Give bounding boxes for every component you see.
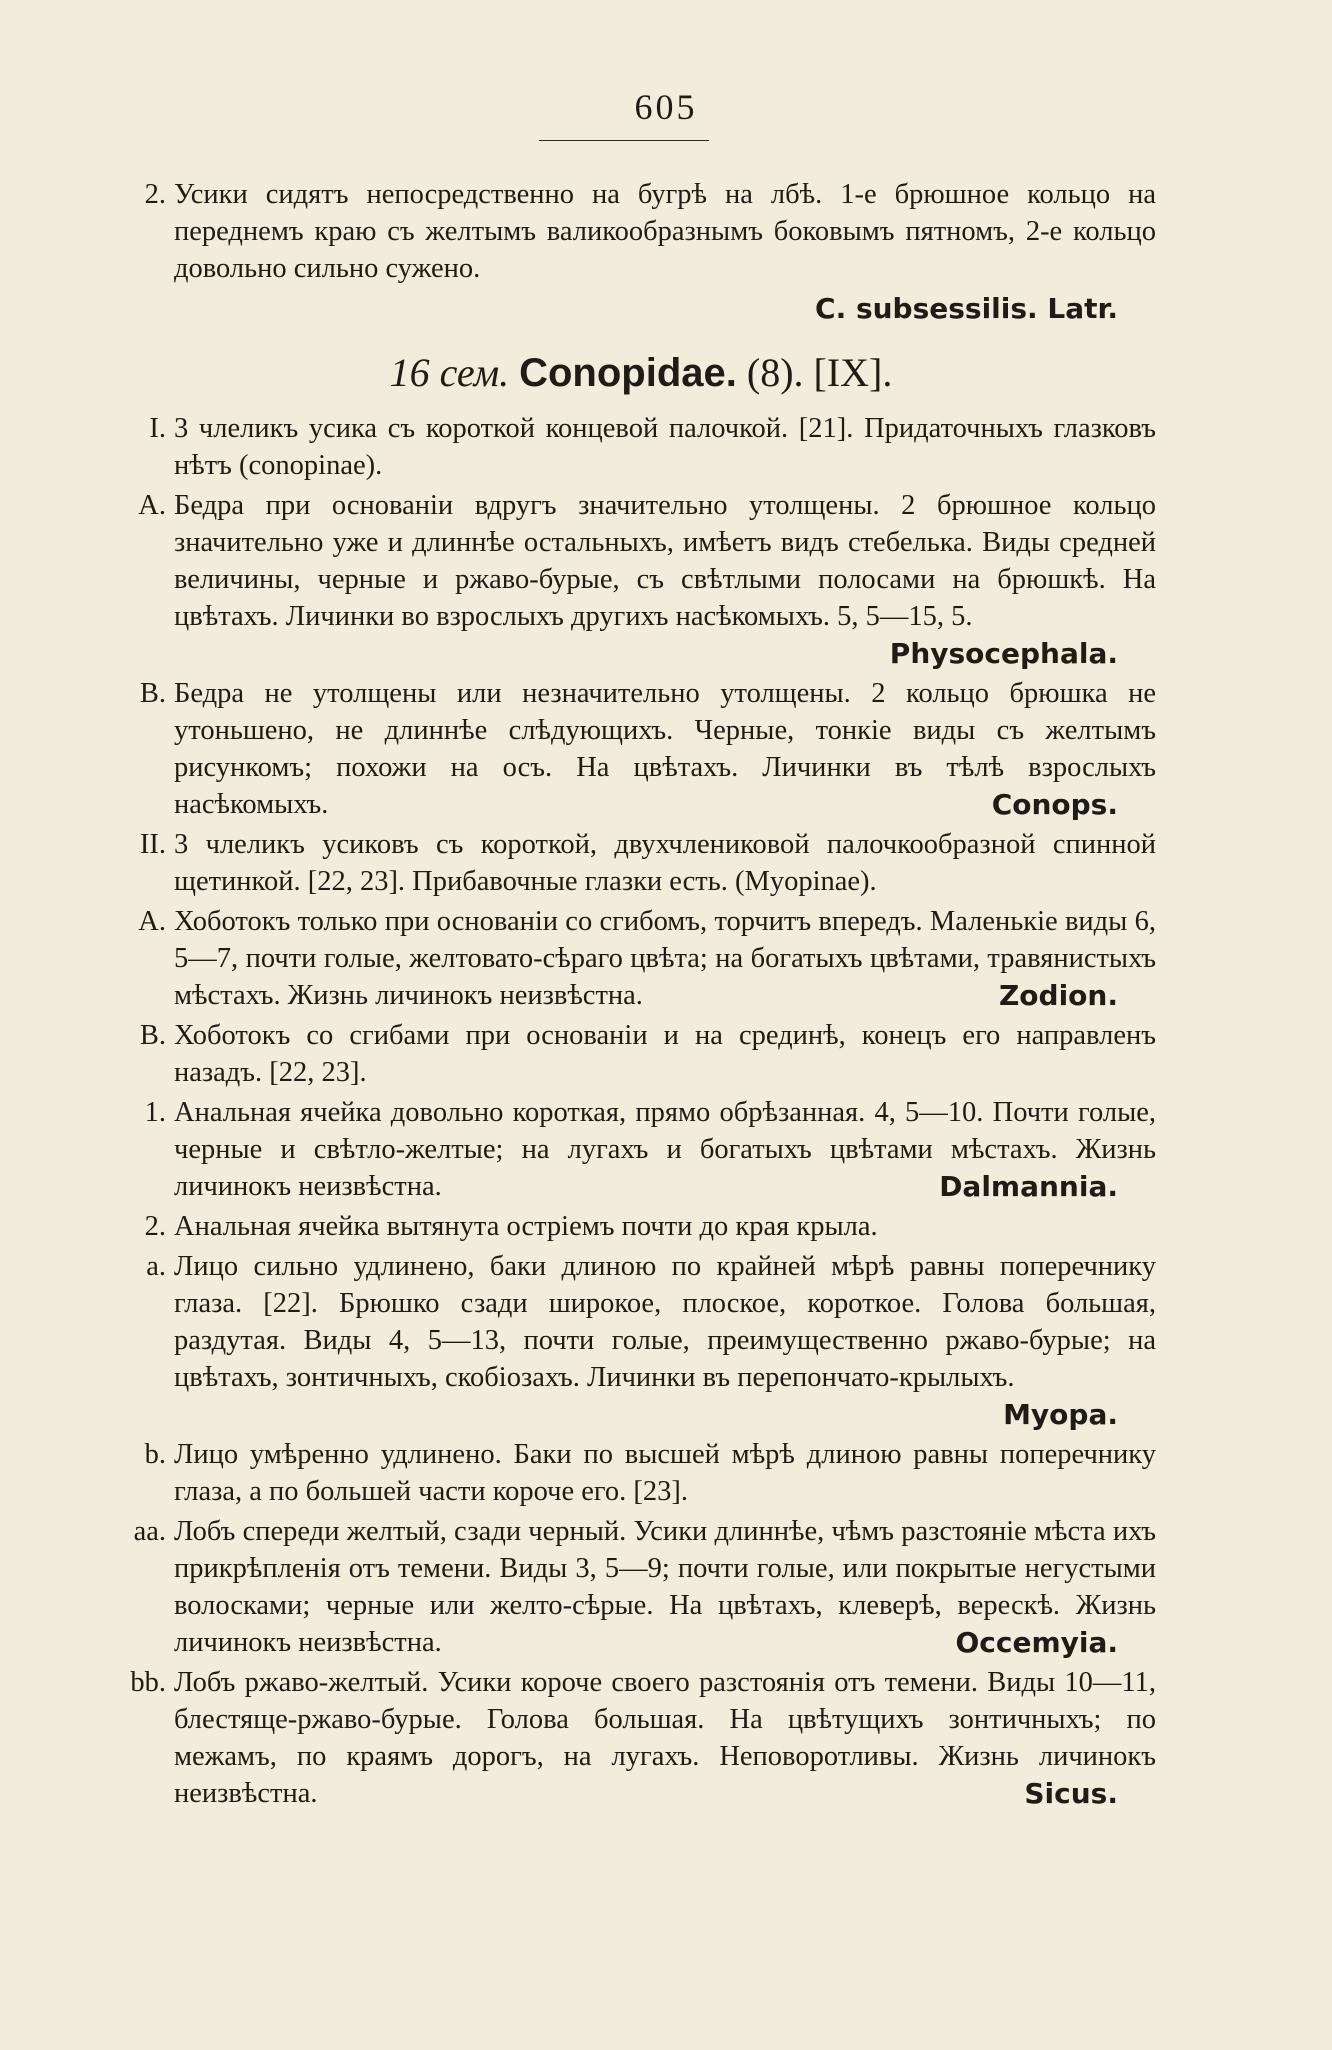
key-entry bbox=[126, 903, 1156, 1014]
entry-body: Лобъ ржаво-желтый. Усики короче своего разстоянiя отъ темени. Виды 10—11, блестяще-ржаво-бурые. Голова большая. На цвѣтущихъ зонтичныхъ; по межамъ, по краямъ дорогъ, на лугахъ. Неповоротливы. Жизнь личинокъ неизвѣстна. bbox=[174, 1667, 1156, 1809]
genus-name: Conops. bbox=[991, 788, 1118, 821]
entry-mark: B. bbox=[139, 1020, 166, 1051]
entry-body: Лобъ спереди желтый, сзади черный. Усики длиннѣе, чѣмъ разстоянiе мѣста ихъ прикрѣпленiя отъ темени. Виды 3, 5—9; почти голые, или покрытые негустыми волосками; черные или желто-сѣрые. На цвѣтахъ, клеверѣ, верескѣ. Жизнь личинокъ неизвѣстна. bbox=[174, 1516, 1156, 1658]
key-entry bbox=[126, 410, 1156, 484]
entry-mark: aa. bbox=[133, 1516, 166, 1547]
key-entry bbox=[126, 1664, 1156, 1812]
key-entry bbox=[126, 487, 1156, 672]
header-rule bbox=[539, 140, 709, 141]
entry-text bbox=[174, 1017, 1156, 1091]
entry-text bbox=[174, 1436, 1156, 1510]
entry-body: Лицо сильно удлинено, баки длиною по крайней мѣрѣ равны поперечнику глаза. [22]. Брюшко сзади широкое, плоское, короткое. Голова большая, раздутая. Виды 4, 5—13, почти голые, преимущественно ржаво-бурые; на цвѣтахъ, зонтичныхъ, скобiозахъ. Личинки въ перепончато-крылыхъ. bbox=[174, 1251, 1156, 1393]
entry-mark: II. bbox=[139, 829, 166, 860]
species-line bbox=[126, 290, 1156, 328]
entry-body: Бедра при основанiи вдругъ значительно утолщены. 2 брюшное кольцо значительно уже и длиннѣе остальныхъ, имѣетъ видъ стебелька. Виды средней величины, черные и ржаво-бурые, съ свѣтлыми полосами на брюшкѣ. На цвѣтахъ. Личинки во взрослыхъ другихъ насѣкомыхъ. 5, 5—15, 5. bbox=[174, 490, 1156, 632]
entry-text bbox=[174, 1248, 1156, 1431]
genus-name: Physocephala. bbox=[889, 637, 1118, 670]
entry-body: Лицо умѣренно удлинено. Баки по высшей мѣрѣ длиною равны поперечнику глаза, а по большей части короче его. [23]. bbox=[174, 1439, 1156, 1507]
entry-body: Анальная ячейка довольно короткая, прямо обрѣзанная. 4, 5—10. Почти голые, черные и свѣтло-желтые; на лугахъ и богатыхъ цвѣтами мѣстахъ. Жизнь личинокъ неизвѣстна. bbox=[174, 1097, 1156, 1202]
entry-text bbox=[174, 1664, 1156, 1812]
genus-name: Dalmannia. bbox=[939, 1170, 1118, 1203]
key-entry bbox=[126, 826, 1156, 900]
key-entry bbox=[126, 1436, 1156, 1510]
entry-text bbox=[174, 487, 1156, 670]
family-heading bbox=[126, 350, 1156, 395]
entry-mark: B. bbox=[139, 678, 166, 709]
entry-mark: a. bbox=[146, 1251, 166, 1282]
entry-body: Хоботокъ со сгибами при основанiи и на срединѣ, конецъ его направленъ назадъ. [22, 23]. bbox=[174, 1020, 1156, 1088]
key-entry bbox=[126, 1248, 1156, 1433]
family-name: Conopidae. bbox=[519, 351, 737, 395]
page-number: 605 bbox=[634, 87, 698, 127]
key-entry bbox=[126, 176, 1156, 287]
entry-mark: A. bbox=[138, 906, 166, 937]
key-entry bbox=[126, 675, 1156, 823]
entry-text: Усики сидятъ непосредственно на бугрѣ на лбѣ. 1-е брюшное кольцо на переднемъ краю съ желтымъ валикообразнымъ боковымъ пятномъ, 2-е кольцо довольно сильно сужено. bbox=[174, 179, 1156, 284]
key-entry bbox=[126, 1208, 1156, 1245]
entry-body: 3 члеликъ усика съ короткой концевой палочкой. [21]. Придаточныхъ глазковъ нѣтъ (conopinae). bbox=[174, 413, 1156, 481]
page-content bbox=[126, 176, 1156, 1815]
entry-mark: bb. bbox=[130, 1667, 166, 1698]
entry-body: Бедра не утолщены или незначительно утолщены. 2 кольцо брюшка не утоньшено, не длиннѣе слѣдующихъ. Черные, тонкiе виды съ желтымъ рисункомъ; похожи на осъ. На цвѣтахъ. Личинки въ тѣлѣ взрослыхъ насѣкомыхъ. bbox=[174, 678, 1156, 820]
entry-text bbox=[174, 826, 1156, 900]
entry-mark: 2. bbox=[144, 179, 166, 210]
entry-text bbox=[174, 1094, 1156, 1205]
genus-name: Zodion. bbox=[999, 979, 1118, 1012]
entry-mark: I. bbox=[149, 413, 166, 444]
entry-mark: 1. bbox=[144, 1097, 166, 1128]
entry-body: 3 члеликъ усиковъ съ короткой, двухчлениковой палочкообразной спинной щетинкой. [22, 23]. Прибавочные глазки есть. (Myopinae). bbox=[174, 829, 1156, 897]
entry-mark: b. bbox=[144, 1439, 166, 1470]
genus-name: Sicus. bbox=[1024, 1777, 1118, 1810]
entry-text bbox=[174, 1208, 1156, 1245]
key-entry bbox=[126, 1017, 1156, 1091]
entry-body: Анальная ячейка вытянута остріемъ почти до края крыла. bbox=[174, 1211, 878, 1242]
genus-name: Occemyia. bbox=[955, 1626, 1118, 1659]
key-entry bbox=[126, 1513, 1156, 1661]
key-entry bbox=[126, 1094, 1156, 1205]
genus-name: Myopa. bbox=[1003, 1398, 1118, 1431]
entry-text bbox=[174, 410, 1156, 484]
entry-mark: A. bbox=[138, 490, 166, 521]
entry-text bbox=[174, 675, 1156, 823]
entry-body: Хоботокъ только при основанiи со сгибомъ, торчитъ впередъ. Маленькiе виды 6, 5—7, почти голые, желтовато-сѣраго цвѣта; на богатыхъ цвѣтами, травянистыхъ мѣстахъ. Жизнь личинокъ неизвѣстна. bbox=[174, 906, 1156, 1011]
species-name: C. subsessilis. Latr. bbox=[815, 292, 1118, 325]
entry-text bbox=[174, 903, 1156, 1014]
identification-key bbox=[126, 410, 1156, 1812]
entry-text bbox=[174, 1513, 1156, 1661]
entry-mark: 2. bbox=[144, 1211, 166, 1242]
family-number: 16 сем. bbox=[389, 350, 510, 395]
family-counts: (8). [IX]. bbox=[746, 350, 893, 395]
